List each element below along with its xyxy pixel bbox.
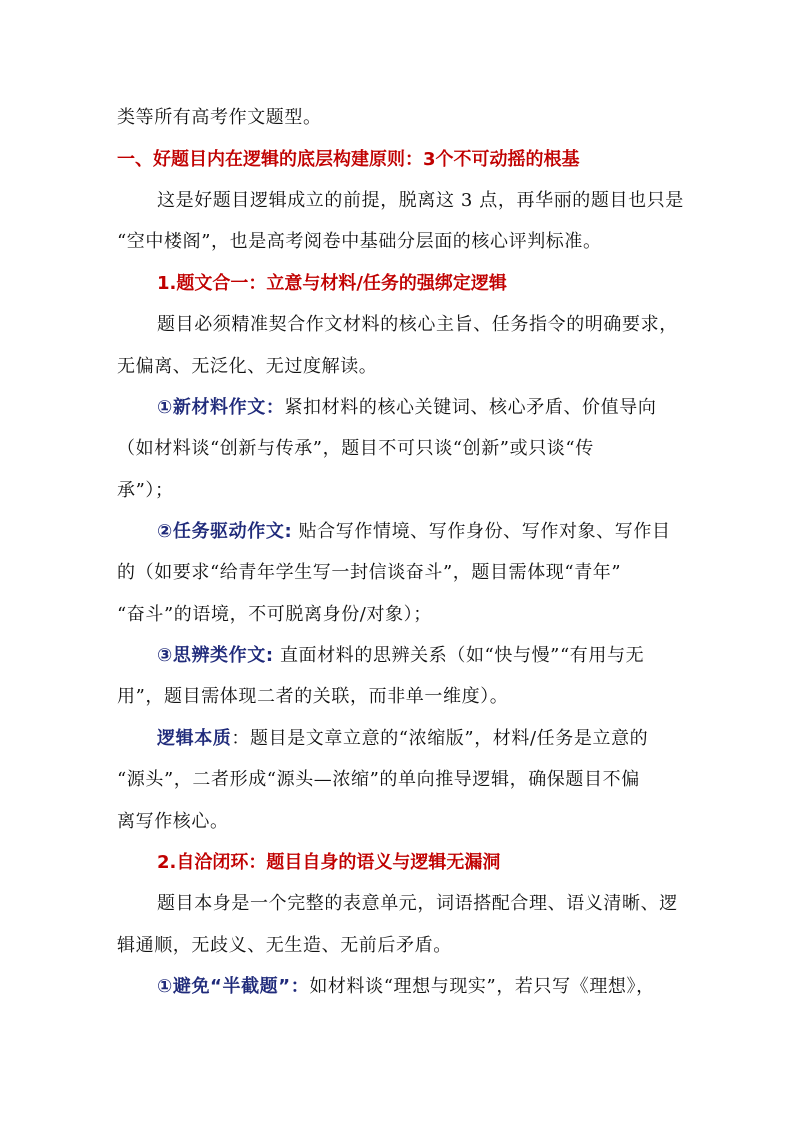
section-heading: 一、好题目内在逻辑的底层构建原则：3个不可动摇的根基 <box>117 149 580 170</box>
text-line: 这是好题目逻辑成立的前提，脱离这 3 点，再华丽的题目也只是 <box>157 190 684 211</box>
emphasis-paragraph <box>157 727 648 751</box>
list-item <box>157 644 644 668</box>
text-line: 承”）； <box>117 480 174 501</box>
text-line: 离写作核心。 <box>117 811 229 832</box>
text-line: “源头”，二者形成“源头—浓缩”的单向推导逻辑，确保题目不偏 <box>117 769 640 790</box>
item-lead: ③思辨类作文: <box>157 645 274 666</box>
item-text: 紧扣材料的核心关键词、核心矛盾、价值导向 <box>284 397 657 418</box>
text-line: （如材料谈“创新与传承”，题目不可只谈“创新”或只谈“传 <box>117 438 594 459</box>
text-line: 题目本身是一个完整的表意单元，词语搭配合理、语义清晰、逻 <box>157 893 678 914</box>
item-text: 贴合写作情境、写作身份、写作对象、写作目 <box>292 521 671 542</box>
text-line: 题目必须精准契合作文材料的核心主旨、任务指令的明确要求， <box>157 314 678 335</box>
text-line: 的（如要求“给青年学生写一封信谈奋斗”，题目需体现“青年” <box>117 562 622 583</box>
text-line: 类等所有高考作文题型。 <box>117 107 322 128</box>
subsection-heading: 2.自洽闭环：题目自身的语义与逻辑无漏洞 <box>157 852 501 873</box>
item-text: 如材料谈“理想与现实”，若只写《理想》， <box>309 976 655 997</box>
list-item <box>157 396 656 420</box>
text-line: “奋斗”的语境，不可脱离身份/对象）； <box>117 604 432 625</box>
item-text: 直面材料的思辨关系（如“快与慢”“有用与无 <box>273 645 645 666</box>
list-item <box>157 975 655 999</box>
text-line: 无偏离、无泛化、无过度解读。 <box>117 356 378 377</box>
item-lead: ①避免“半截题”： <box>157 976 310 997</box>
list-item <box>157 520 671 544</box>
emphasis-text: ：题目是文章立意的“浓缩版”，材料/任务是立意的 <box>231 728 649 749</box>
item-lead: ②任务驱动作文: <box>157 521 293 542</box>
text-line: 用”，题目需体现二者的关联，而非单一维度）。 <box>117 686 509 707</box>
subsection-heading: 1.题文合一：立意与材料/任务的强绑定逻辑 <box>157 273 507 294</box>
emphasis-lead: 逻辑本质 <box>157 728 232 749</box>
item-lead: ①新材料作文： <box>157 397 285 418</box>
text-line: 辑通顺，无歧义、无生造、无前后矛盾。 <box>117 935 452 956</box>
text-line: “空中楼阁”，也是高考阅卷中基础分层面的核心评判标准。 <box>117 231 602 252</box>
